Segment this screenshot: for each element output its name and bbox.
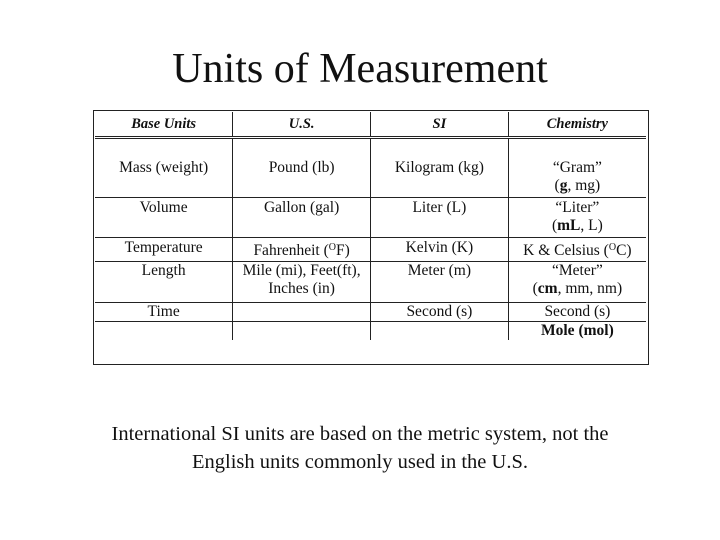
chem-bold-unit: cm [537, 280, 558, 297]
caption-line-2: English units commonly used in the U.S. [192, 451, 528, 473]
slide-caption [40, 420, 680, 476]
us-temp-text: Fahrenheit ( [253, 242, 329, 259]
cell-us: Gallon (gal) [233, 198, 371, 238]
cell-si: Kilogram (kg) [371, 138, 509, 198]
cell-us [233, 238, 371, 262]
cell-us [233, 322, 371, 341]
cell-si: Kelvin (K) [371, 238, 509, 262]
table-row-length [95, 262, 646, 303]
cell-base: Mass (weight) [95, 138, 233, 198]
cell-base: Time [95, 303, 233, 322]
cell-si [371, 322, 509, 341]
chem-other-units: , mg) [567, 177, 601, 194]
cell-chemistry [508, 138, 646, 198]
cell-base: Length [95, 262, 233, 303]
chem-unit-name: “Liter” [555, 199, 600, 216]
table-header-row [95, 112, 646, 138]
cell-us: Pound (lb) [233, 138, 371, 198]
paren: ( [554, 177, 560, 194]
chem-unit-abbrevs [511, 217, 644, 235]
chem-bold-unit: g [559, 177, 568, 194]
units-table [95, 112, 646, 340]
cell-si: Meter (m) [371, 262, 509, 303]
us-length-line2: Inches (in) [268, 280, 335, 297]
cell-chemistry [508, 198, 646, 238]
cell-si: Liter (L) [371, 198, 509, 238]
us-temp-unit: F) [336, 242, 350, 259]
cell-base: Volume [95, 198, 233, 238]
units-table-frame [93, 110, 649, 365]
table-row-temperature [95, 238, 646, 262]
header-chemistry: Chemistry [508, 112, 646, 138]
cell-us [233, 262, 371, 303]
chem-other-units: , L) [580, 217, 603, 234]
cell-us [233, 303, 371, 322]
chem-temp-text: K & Celsius ( [523, 242, 609, 259]
table-row-mole [95, 322, 646, 341]
degree-mark: O [328, 242, 336, 253]
cell-chemistry [508, 238, 646, 262]
chem-unit-name: “Gram” [552, 159, 602, 176]
chem-temp-unit: C) [616, 242, 632, 259]
degree-mark: O [608, 242, 617, 253]
chem-other-units: , mm, nm) [557, 280, 623, 297]
cell-chemistry: Mole (mol) [508, 322, 646, 341]
cell-base [95, 322, 233, 341]
chem-unit-abbrevs [511, 177, 644, 195]
header-si: SI [371, 112, 509, 138]
cell-chemistry: Second (s) [508, 303, 646, 322]
us-length-line1: Mile (mi), Feet(ft), [242, 262, 361, 279]
paren: ( [532, 280, 538, 297]
cell-base: Temperature [124, 239, 203, 256]
header-base-units: Base Units [95, 112, 233, 138]
paren: ( [551, 217, 558, 234]
table-row-mass [95, 138, 646, 198]
table-row-volume [95, 198, 646, 238]
cell-chemistry [508, 262, 646, 303]
table-row-time [95, 303, 646, 322]
cell-si: Second (s) [371, 303, 509, 322]
caption-line-1: International SI units are based on the metric system, not the [111, 423, 609, 445]
header-us: U.S. [233, 112, 371, 138]
chem-unit-name: “Meter” [551, 262, 603, 279]
slide-title: Units of Measurement [172, 46, 548, 92]
chem-bold-unit: mL [557, 217, 581, 234]
chem-unit-abbrevs [511, 280, 644, 298]
